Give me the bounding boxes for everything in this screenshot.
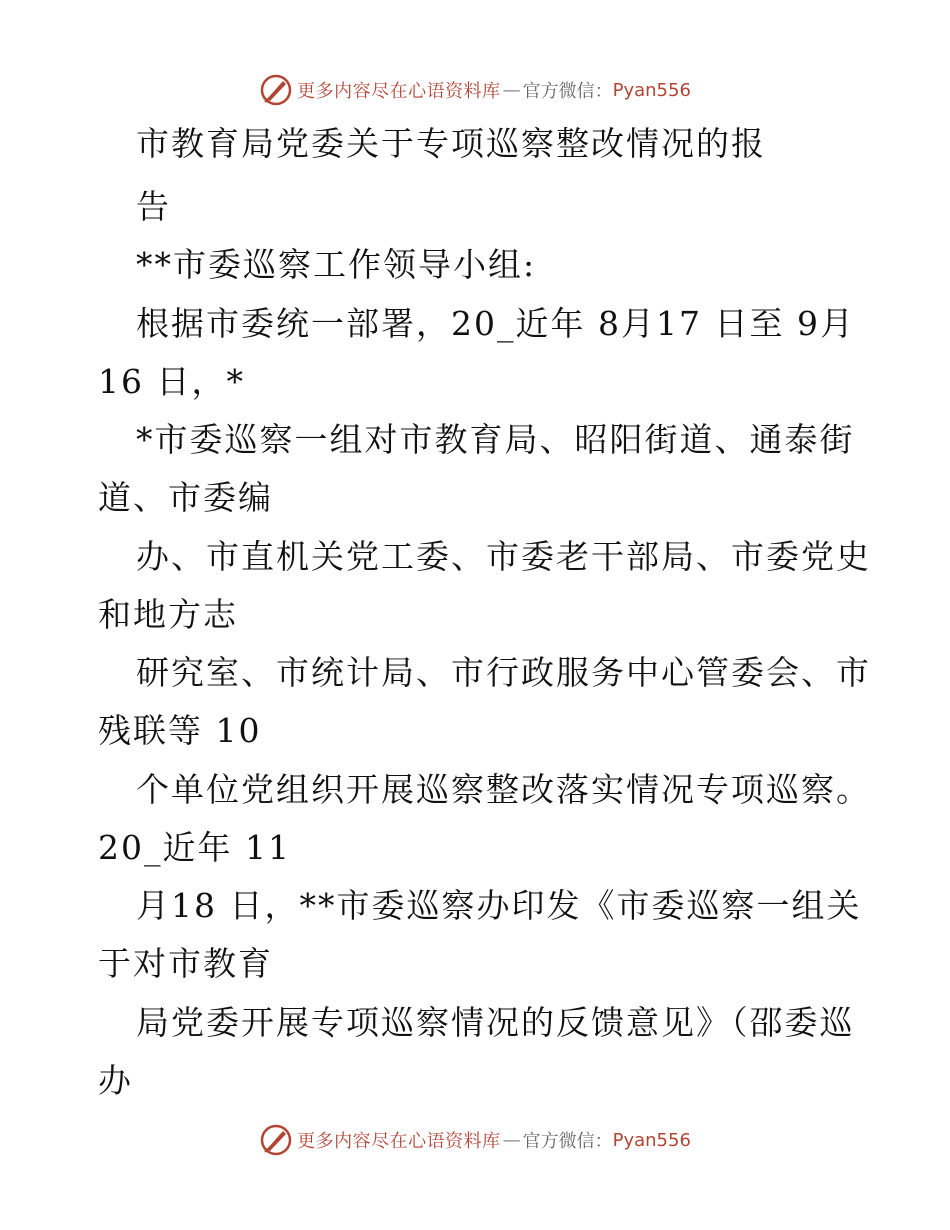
- watermark-separator: —: [502, 79, 521, 101]
- paragraph-line: 20_近年 11: [98, 828, 291, 867]
- paragraph-line: 办、市直机关党工委、市委老干部局、市委党史: [136, 537, 871, 576]
- document-title-line-1: 市教育局党委关于专项巡察整改情况的报: [136, 124, 766, 163]
- document-salutation: **市委巡察工作领导小组:: [136, 245, 537, 284]
- paragraph-line: 局党委开展专项巡察情况的反馈意见》（邵委巡: [136, 1003, 855, 1042]
- paragraph-line: 16 日，*: [98, 362, 245, 401]
- paragraph-line: 于对市教育: [98, 944, 273, 983]
- paragraph-line: *市委巡察一组对市教育局、昭阳街道、通泰街: [136, 420, 855, 459]
- quill-pen-logo-icon: [259, 73, 293, 107]
- watermark-separator: —: [502, 1129, 521, 1151]
- quill-pen-logo-icon: [259, 1123, 293, 1157]
- watermark-site-text: 更多内容尽在心语资料库: [297, 1131, 501, 1152]
- header-watermark: [0, 70, 950, 110]
- paragraph-line: 残联等 10: [98, 711, 262, 750]
- watermark-wechat-label: 官方微信：: [522, 81, 613, 102]
- paragraph-line: 根据市委统一部署，20_近年 8月17 日至 9月: [136, 304, 855, 343]
- paragraph-line: 个单位党组织开展巡察整改落实情况专项巡察。: [136, 770, 871, 809]
- watermark-wechat-id: Pyan556: [612, 1129, 691, 1151]
- document-title-line-2: 告: [136, 187, 171, 226]
- paragraph-line: 道、市委编: [98, 478, 273, 517]
- paragraph-line: 研究室、市统计局、市行政服务中心管委会、市: [136, 653, 871, 692]
- footer-watermark: [0, 1120, 950, 1160]
- paragraph-line: 和地方志: [98, 595, 238, 634]
- watermark-wechat-label: 官方微信：: [522, 1131, 613, 1152]
- watermark-wechat-id: Pyan556: [612, 79, 691, 101]
- watermark-site-text: 更多内容尽在心语资料库: [297, 81, 501, 102]
- paragraph-line: 办: [98, 1061, 133, 1100]
- paragraph-line: 月18 日，**市委巡察办印发《市委巡察一组关: [136, 886, 862, 925]
